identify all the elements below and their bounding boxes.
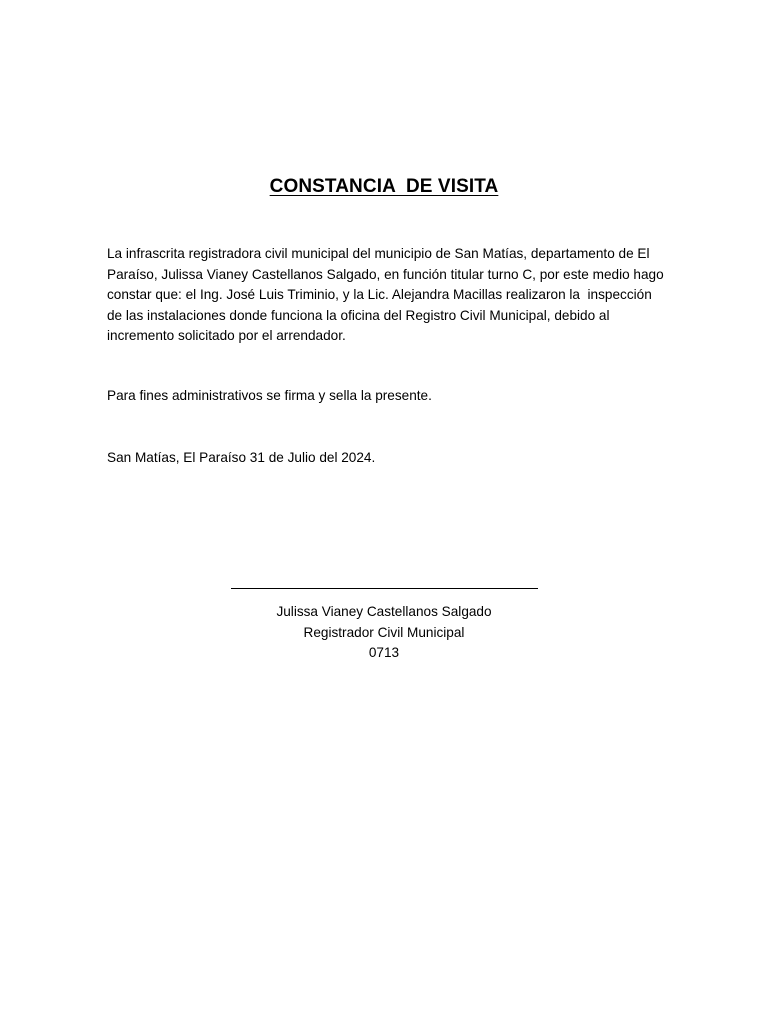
signature-block	[0, 602, 768, 664]
signatory-code: 0713	[368, 645, 400, 660]
paragraph-line: constar que: el Ing. José Luis Triminio, y la Lic. Alejandra Macillas realizaron la inspección	[107, 287, 652, 302]
document-title: CONSTANCIA DE VISITA	[269, 176, 499, 197]
place-and-date: San Matías, El Paraíso 31 de Julio del 2024.	[107, 450, 376, 465]
signatory-position: Registrador Civil Municipal	[303, 624, 465, 640]
signature-line	[231, 588, 538, 589]
paragraph-line: Paraíso, Julissa Vianey Castellanos Salgado, en función titular turno C, por este medio hago	[107, 266, 664, 282]
paragraph-line: La infrascrita registradora civil municipal del municipio de San Matías, departamento de El	[107, 246, 650, 261]
body-paragraph-purpose: Para fines administrativos se firma y sella la presente.	[107, 388, 432, 403]
paragraph-line: de las instalaciones donde funciona la oficina del Registro Civil Municipal, debido al	[107, 307, 610, 323]
body-paragraph-certification	[107, 244, 667, 347]
paragraph-line: incremento solicitado por el arrendador.	[107, 328, 346, 343]
signatory-name: Julissa Vianey Castellanos Salgado	[276, 604, 492, 619]
